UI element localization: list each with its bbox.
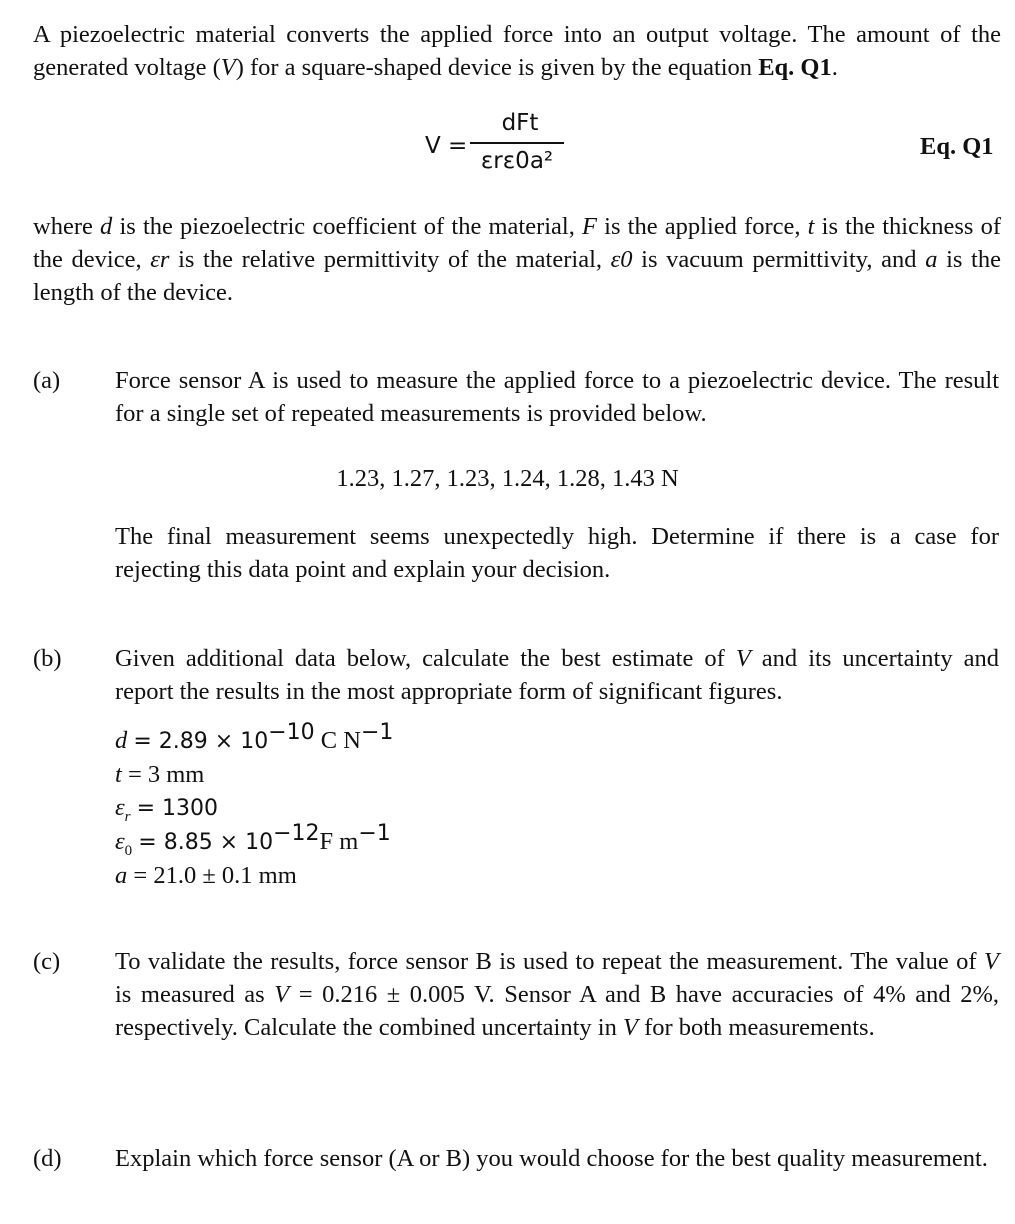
var-symbol: ε (115, 794, 125, 821)
part-a-text: Force sensor A is used to measure the applied force to a piezoelectric device. The result for a single set of repeated measurements is provided below. (115, 367, 999, 427)
given-d (115, 719, 394, 758)
var-value: = 21.0 ± 0.1 mm (133, 862, 297, 889)
var-value: = 8.85 × 10 (138, 830, 274, 855)
part-b-label: (b) (33, 645, 62, 672)
fraction-bar (470, 142, 564, 144)
var-symbol: d (115, 727, 128, 754)
part-c-text-3: = 0.216 ± 0.005 V. Sensor A and B have accuracies of 4% and 2%, respectively. Calculate the combined uncertainty in (115, 981, 999, 1041)
equation-label: Eq. Q1 (920, 133, 994, 160)
where-text-4: is the relative permittivity of the material, (169, 246, 611, 273)
var-symbol: t (115, 761, 122, 788)
where-text-6: is the length of the device. (33, 246, 1001, 306)
where-text-0: where (33, 213, 101, 240)
part-d-text: Explain which force sensor (A or B) you would choose for the best quality measurement. (115, 1145, 988, 1172)
definitions-paragraph (33, 210, 1001, 309)
var-subscript: r (124, 808, 131, 825)
intro-text-2: ) for a square-shaped device is given by the equation (235, 54, 759, 81)
equation-q1 (0, 108, 1015, 188)
part-b-text-2: and its uncertainty and report the results in the most appropriate form of significant figures. (115, 645, 999, 705)
part-c-text-2: is measured as (115, 981, 275, 1008)
intro-paragraph (33, 18, 1001, 84)
var-subscript: 0 (124, 842, 133, 859)
intro-text-1: A piezoelectric material converts the applied force into an output voltage. The amount of the generated voltage ( (33, 21, 1001, 81)
var-symbol: a (115, 862, 128, 889)
where-text-1: is the piezoelectric coefficient of the material, (112, 213, 583, 240)
symbol-v: V (274, 981, 290, 1008)
symbol-a: a (925, 246, 938, 273)
symbol-t: t (807, 213, 815, 240)
where-text-5: is vacuum permittivity, and (632, 246, 926, 273)
symbol-v: V (220, 54, 236, 81)
given-t (115, 758, 393, 791)
part-c-text-1: To validate the results, force sensor B is used to repeat the measurement. The value of (115, 948, 985, 975)
part-c-label: (c) (33, 948, 61, 975)
given-data-list (115, 719, 394, 892)
part-d-label: (d) (33, 1145, 62, 1172)
equation-fraction (470, 108, 564, 176)
given-epsilon-r (115, 791, 393, 825)
var-exponent: −12 (273, 820, 320, 846)
part-a-label: (a) (33, 367, 61, 394)
given-a (115, 859, 393, 892)
part-b-text (115, 642, 999, 708)
var-value: = 1300 (136, 796, 219, 821)
var-symbol: ε (115, 828, 125, 855)
part-a-data: 1.23, 1.27, 1.23, 1.24, 1.28, 1.43 N (336, 465, 679, 492)
equation-lhs: V = (425, 133, 468, 159)
symbol-d: d (100, 213, 113, 240)
var-unit-exponent: −1 (358, 820, 391, 846)
symbol-epsilon-0: ε0 (610, 246, 633, 273)
var-exponent: −10 (268, 719, 315, 745)
intro-text-3: . (831, 54, 838, 81)
var-value: = 2.89 × 10 (133, 729, 269, 754)
part-b-text-1: Given additional data below, calculate the best estimate of (115, 645, 736, 672)
var-unit-exponent: −1 (360, 719, 394, 745)
part-c-text (115, 945, 999, 1044)
symbol-f: F (582, 213, 597, 240)
part-a-question: The final measurement seems unexpectedly high. Determine if there is a case for rejecting this data point and explain your decision. (115, 523, 999, 583)
symbol-v: V (735, 645, 751, 672)
part-c-text-4: for both measurements. (637, 1014, 875, 1041)
symbol-v: V (622, 1014, 638, 1041)
symbol-v: V (984, 948, 999, 975)
var-value: = 3 mm (127, 761, 205, 788)
symbol-epsilon-r: εr (150, 246, 170, 273)
given-epsilon-0 (115, 820, 393, 859)
var-unit: C N (314, 727, 361, 754)
var-unit: F m (319, 828, 359, 855)
equation-reference: Eq. Q1 (758, 54, 832, 81)
equation-denominator: εrε0a² (480, 147, 554, 174)
where-text-3: is the thickness of the device, (33, 213, 1001, 273)
where-text-2: is the applied force, (597, 213, 808, 240)
equation-numerator: dFt (501, 110, 539, 136)
